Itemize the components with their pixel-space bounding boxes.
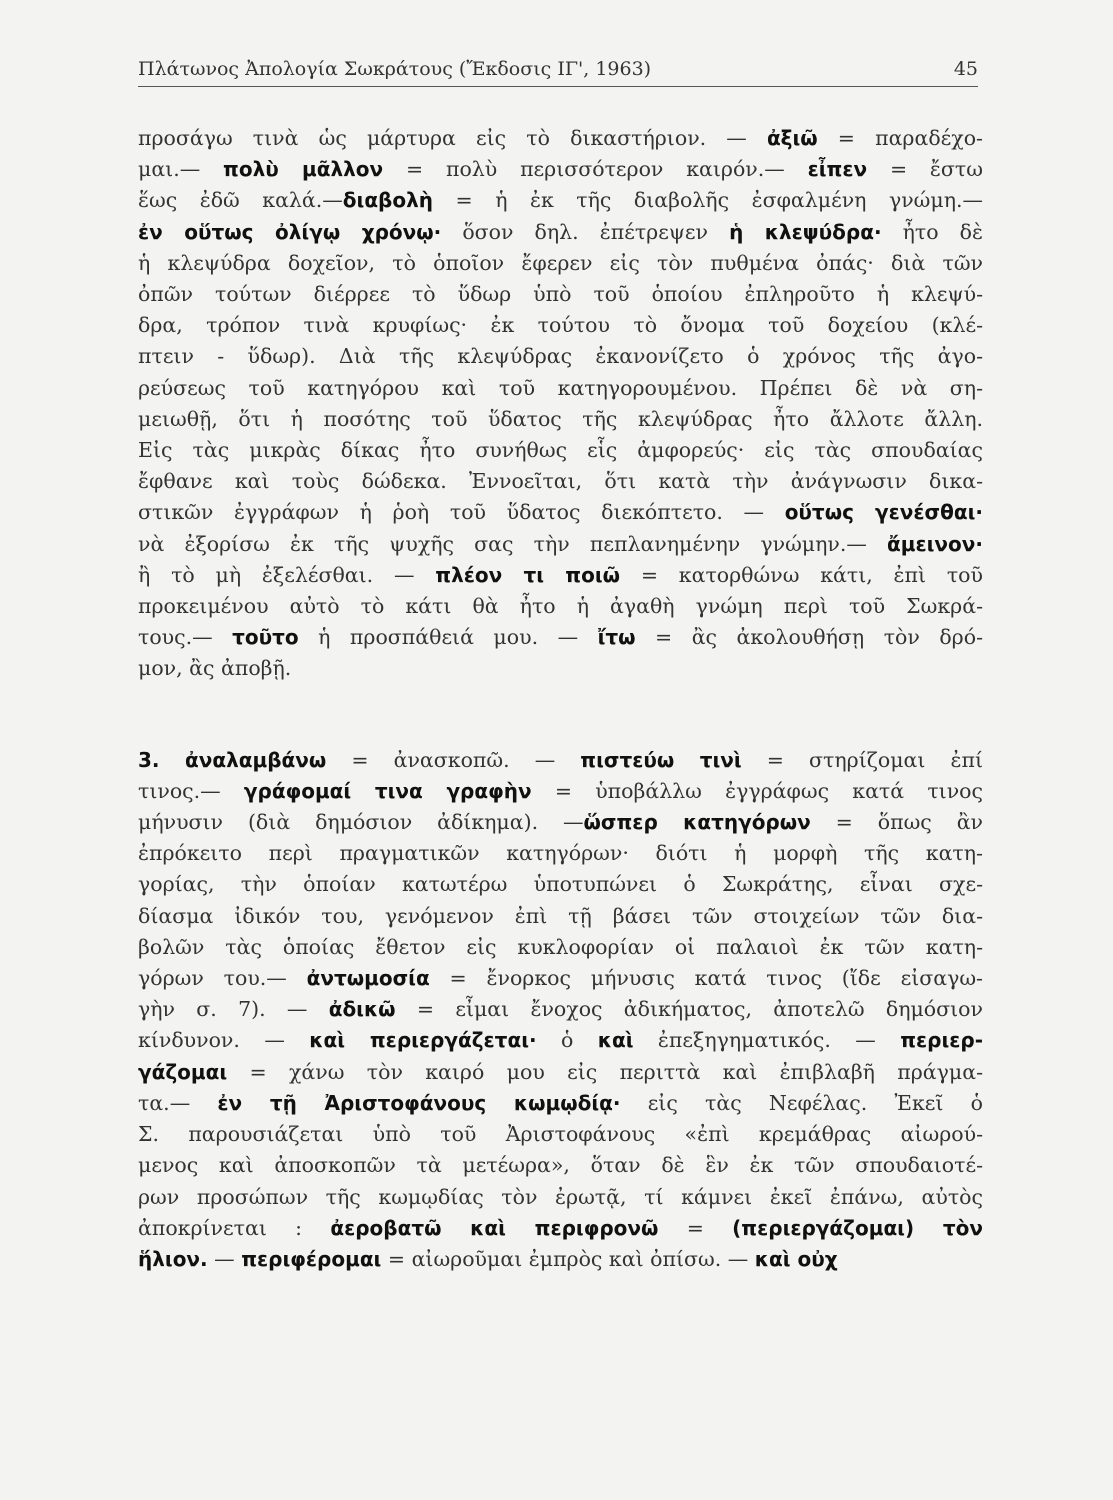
lemma: καὶ οὐχ	[754, 1246, 838, 1271]
text-line: ἕως ἐδῶ καλά.—διαβολὴ = ἡ ἐκ τῆς διαβολῆς ἐσφαλμένη γνώμη.—	[138, 188, 983, 213]
text-line: ὀπῶν τούτων διέρρεε τὸ ὕδωρ ὑπὸ τοῦ ὁποίου ἐπληροῦτο ἡ κλεψύ-	[138, 282, 983, 307]
lemma: ἀδικῶ	[328, 997, 396, 1022]
lemma: τοῦτο	[232, 625, 299, 650]
text-line: μήνυσιν (διὰ δημόσιον ἀδίκημα). —ὥσπερ κατηγόρων = ὅπως ἂν	[138, 810, 984, 835]
text-line: ἥλιον. — περιφέρομαι = αἰωροῦμαι ἐμπρὸς καὶ ὀπίσω. — καὶ οὐχ	[138, 1246, 838, 1271]
text-line: βολῶν τὰς ὁποίας ἔθετον εἰς κυκλοφορίαν οἱ παλαιοὶ ἐκ τῶν κατη-	[138, 934, 983, 959]
text-line: μαι.— πολὺ μᾶλλον = πολὺ περισσότερον καιρόν.— εἶπεν = ἔστω	[138, 157, 983, 182]
lemma: ἀεροβατῶ καὶ περιφρονῶ	[330, 1215, 659, 1240]
commentary-text	[138, 123, 983, 1275]
lemma: ὥσπερ κατηγόρων	[583, 810, 811, 835]
lemma: γάζομαι	[138, 1059, 228, 1084]
text-line: ἢ τὸ μὴ ἐξελέσθαι. — πλέον τι ποιῶ = κατορθώνω κάτι, ἐπὶ τοῦ	[138, 562, 983, 587]
text-line: προκειμένου αὐτὸ τὸ κάτι θὰ ἦτο ἡ ἀγαθὴ γνώμη περὶ τοῦ Σωκρά-	[138, 594, 983, 619]
lemma: ἥλιον.	[138, 1246, 208, 1271]
text-line: μειωθῇ, ὅτι ἡ ποσότης τοῦ ὕδατος τῆς κλεψύδρας ἦτο ἄλλοτε ἄλλη.	[138, 406, 983, 431]
lemma: ἄμεινον·	[887, 531, 983, 556]
lemma: πολὺ μᾶλλον	[223, 157, 384, 182]
text-line: ἡ κλεψύδρα δοχεῖον, τὸ ὁποῖον ἔφερεν εἰς τὸν πυθμένα ὀπάς· διὰ τῶν	[138, 250, 983, 275]
lemma: περιερ-	[900, 1028, 983, 1053]
text-line: ἔφθανε καὶ τοὺς δώδεκα. Ἐννοεῖται, ὅτι κατὰ τὴν ἀνάγνωσιν δικα-	[138, 469, 983, 494]
text-line: γορίας, τὴν ὁποίαν κατωτέρω ὑποτυπώνει ὁ Σωκράτης, εἶναι σχε-	[138, 872, 983, 897]
text-line: ρεύσεως τοῦ κατηγόρου καὶ τοῦ κατηγορουμένου. Πρέπει δὲ νὰ ση-	[138, 375, 983, 400]
header-title: Πλάτωνος Ἀπολογία Σωκράτους (Ἔκδοσις ΙΓ', 1963)	[138, 58, 652, 80]
lemma: πιστεύω τινὶ	[580, 747, 742, 772]
lemma: ἀντωμοσία	[306, 966, 430, 991]
page-number: 45	[953, 58, 978, 80]
lemma: γράφομαί τινα γραφὴν	[243, 778, 532, 803]
lemma: (περιεργάζομαι) τὸν	[732, 1215, 983, 1240]
lemma: καὶ περιεργάζεται·	[309, 1028, 537, 1053]
text-line: 3. ἀναλαμβάνω = ἀνασκοπῶ. — πιστεύω τινὶ = στηρίζομαι ἐπί	[138, 747, 983, 772]
lemma: ἀξιῶ	[766, 126, 818, 150]
lemma: διαβολὴ	[342, 188, 434, 213]
lemma: περιφέρομαι	[241, 1246, 382, 1271]
text-line: μενος καὶ ἀποσκοπῶν τὰ μετέωρα», ὅταν δὲ ἓν ἐκ τῶν σπουδαιοτέ-	[138, 1153, 983, 1178]
text-line: δίασμα ἰδικόν του, γενόμενον ἐπὶ τῇ βάσει τῶν στοιχείων τῶν δια-	[138, 903, 983, 928]
lemma: 3. ἀναλαμβάνω	[138, 747, 327, 772]
lemma: ἴτω	[597, 625, 636, 650]
text-line: ἀποκρίνεται : ἀεροβατῶ καὶ περιφρονῶ = (περιεργάζομαι) τὸν	[138, 1215, 983, 1240]
text-line: πτειν - ὕδωρ). Διὰ τῆς κλεψύδρας ἐκανονίζετο ὁ χρόνος τῆς ἀγο-	[138, 344, 983, 369]
text-line: Σ. παρουσιάζεται ὑπὸ τοῦ Ἀριστοφάνους «ἐπὶ κρεμάθρας αἰωρού-	[138, 1122, 983, 1147]
text-line: στικῶν ἐγγράφων ἡ ῥοὴ τοῦ ὕδατος διεκόπτετο. — οὕτως γενέσθαι·	[138, 500, 983, 525]
text-line: γάζομαι = χάνω τὸν καιρό μου εἰς περιττὰ καὶ ἐπιβλαβῆ πράγμα-	[138, 1059, 983, 1084]
text-line: γὴν σ. 7). — ἀδικῶ = εἶμαι ἔνοχος ἀδικήματος, ἀποτελῶ δημόσιον	[138, 997, 983, 1022]
lemma: πλέον τι ποιῶ	[435, 562, 621, 587]
text-line: τινος.— γράφομαί τινα γραφὴν = ὑποβάλλω ἐγγράφως κατά τινος	[138, 778, 983, 803]
text-line: μον, ἂς ἀποβῇ.	[138, 656, 292, 681]
text-line: Εἰς τὰς μικρὰς δίκας ἦτο συνήθως εἷς ἀμφορεύς· εἰς τὰς σπουδαίας	[138, 438, 983, 463]
paragraph-gap	[138, 685, 983, 745]
text-line: κίνδυνον. — καὶ περιεργάζεται· ὁ καὶ ἐπεξηγηματικός. — περιερ-	[138, 1028, 983, 1053]
lemma: ἡ κλεψύδρα·	[729, 219, 882, 244]
lemma: ἐν τῇ Ἀριστοφάνους κωμῳδίᾳ·	[217, 1090, 621, 1115]
text-line: γόρων του.— ἀντωμοσία = ἔνορκος μήνυσις κατά τινος (ἴδε εἰσαγω-	[138, 966, 983, 991]
text-line: νὰ ἐξορίσω ἐκ τῆς ψυχῆς σας τὴν πεπλανημένην γνώμην.— ἄμεινον·	[138, 531, 983, 556]
lemma: καὶ	[597, 1028, 634, 1053]
text-line: τα.— ἐν τῇ Ἀριστοφάνους κωμῳδίᾳ· εἰς τὰς Νεφέλας. Ἐκεῖ ὁ	[138, 1090, 983, 1115]
running-header	[138, 58, 978, 87]
text-line: ἐν οὕτως ὀλίγῳ χρόνῳ· ὅσον δηλ. ἐπέτρεψεν ἡ κλεψύδρα· ἦτο δὲ	[138, 219, 984, 244]
text-line: προσάγω τινὰ ὡς μάρτυρα εἰς τὸ δικαστήριον. — ἀξιῶ = παραδέχο-	[138, 126, 983, 150]
lemma: εἶπεν	[807, 157, 868, 182]
text-line: ρων προσώπων τῆς κωμῳδίας τὸν ἐρωτᾷ, τί κάμνει ἐκεῖ ἐπάνω, αὐτὸς	[138, 1184, 983, 1209]
lemma: οὕτως γενέσθαι·	[784, 500, 983, 525]
lemma: ἐν οὕτως ὀλίγῳ χρόνῳ·	[138, 219, 442, 244]
text-line: τους.— τοῦτο ἡ προσπάθειά μου. — ἴτω = ἂς ἀκολουθήσῃ τὸν δρό-	[138, 625, 983, 650]
text-line: ἐπρόκειτο περὶ πραγματικῶν κατηγόρων· διότι ἡ μορφὴ τῆς κατη-	[138, 841, 983, 866]
text-line: δρα, τρόπον τινὰ κρυφίως· ἐκ τούτου τὸ ὄνομα τοῦ δοχείου (κλέ-	[138, 313, 983, 338]
